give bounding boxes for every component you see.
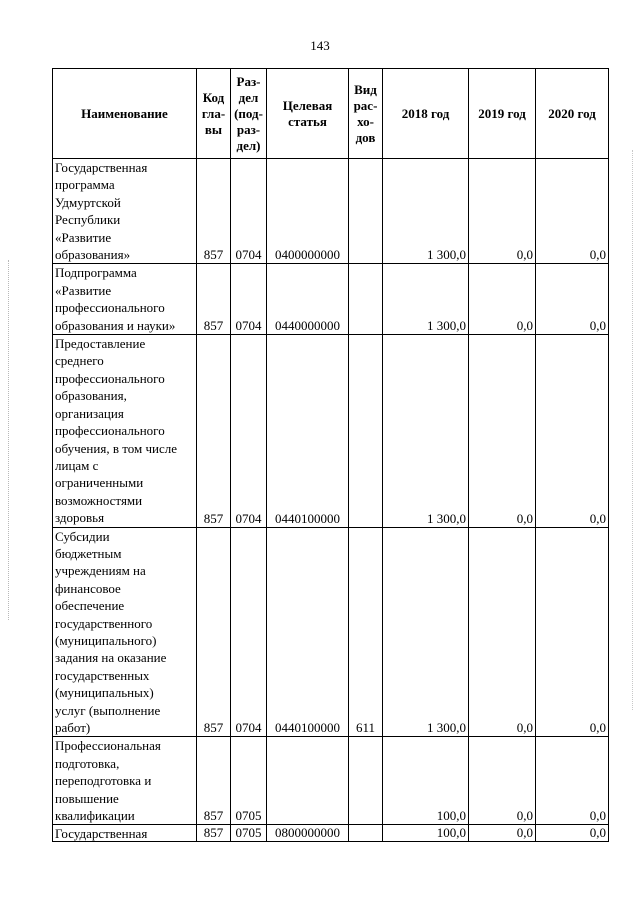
row-code: 857 [197, 527, 231, 737]
header-name: Наименование [53, 69, 197, 159]
table-row [53, 527, 609, 737]
budget-table [52, 68, 609, 842]
header-section: Раз- дел (под- раз- дел) [231, 69, 267, 159]
row-2018: 100,0 [383, 825, 469, 842]
row-name: Государственная программа Удмуртской Республики «Развитие образования» [53, 159, 197, 264]
page-number: 143 [310, 38, 330, 53]
row-section: 0704 [231, 527, 267, 737]
row-2018: 1 300,0 [383, 527, 469, 737]
row-2020: 0,0 [536, 264, 609, 335]
row-expense [349, 335, 383, 527]
row-expense: 611 [349, 527, 383, 737]
header-2019: 2019 год [469, 69, 536, 159]
row-2020: 0,0 [536, 335, 609, 527]
row-section: 0705 [231, 737, 267, 825]
row-code: 857 [197, 335, 231, 527]
header-2020: 2020 год [536, 69, 609, 159]
row-code: 857 [197, 159, 231, 264]
row-2020: 0,0 [536, 825, 609, 842]
row-2020: 0,0 [536, 737, 609, 825]
row-2018: 1 300,0 [383, 159, 469, 264]
table-row [53, 825, 609, 842]
row-name: Государственная [53, 825, 197, 842]
row-2019: 0,0 [469, 737, 536, 825]
row-expense [349, 159, 383, 264]
row-section: 0704 [231, 264, 267, 335]
table-row [53, 335, 609, 527]
row-target: 0400000000 [267, 159, 349, 264]
row-section: 0705 [231, 825, 267, 842]
scan-margin-mark [8, 260, 10, 620]
row-name: Субсидии бюджетным учреждениям на финансовое обеспечение государственного (муниципального) задания на оказание государственных (муниципальных) услуг (выполнение работ) [53, 527, 197, 737]
header-row [53, 69, 609, 159]
row-2020: 0,0 [536, 527, 609, 737]
row-target: 0800000000 [267, 825, 349, 842]
scan-margin-mark-right [632, 150, 634, 710]
row-target: 0440100000 [267, 527, 349, 737]
row-code: 857 [197, 737, 231, 825]
row-2020: 0,0 [536, 159, 609, 264]
row-2019: 0,0 [469, 264, 536, 335]
row-name: Профессиональная подготовка, переподготовка и повышение квалификации [53, 737, 197, 825]
row-expense [349, 825, 383, 842]
row-target [267, 737, 349, 825]
header-2018: 2018 год [383, 69, 469, 159]
table-row [53, 264, 609, 335]
table-row [53, 159, 609, 264]
header-code: Код гла- вы [197, 69, 231, 159]
row-target: 0440100000 [267, 335, 349, 527]
row-2019: 0,0 [469, 335, 536, 527]
row-target: 0440000000 [267, 264, 349, 335]
row-2019: 0,0 [469, 825, 536, 842]
row-code: 857 [197, 264, 231, 335]
row-name: Подпрограмма «Развитие профессионального образования и науки» [53, 264, 197, 335]
row-expense [349, 264, 383, 335]
row-2018: 1 300,0 [383, 335, 469, 527]
header-target: Целевая статья [267, 69, 349, 159]
row-2018: 100,0 [383, 737, 469, 825]
row-code: 857 [197, 825, 231, 842]
header-expense: Вид рас- хо- дов [349, 69, 383, 159]
row-name: Предоставление среднего профессионального образования, организация профессионального обучения, в том числе лицам с ограниченными возможностями здоровья [53, 335, 197, 527]
row-expense [349, 737, 383, 825]
row-2019: 0,0 [469, 159, 536, 264]
row-2018: 1 300,0 [383, 264, 469, 335]
table-row [53, 737, 609, 825]
row-2019: 0,0 [469, 527, 536, 737]
row-section: 0704 [231, 335, 267, 527]
row-section: 0704 [231, 159, 267, 264]
